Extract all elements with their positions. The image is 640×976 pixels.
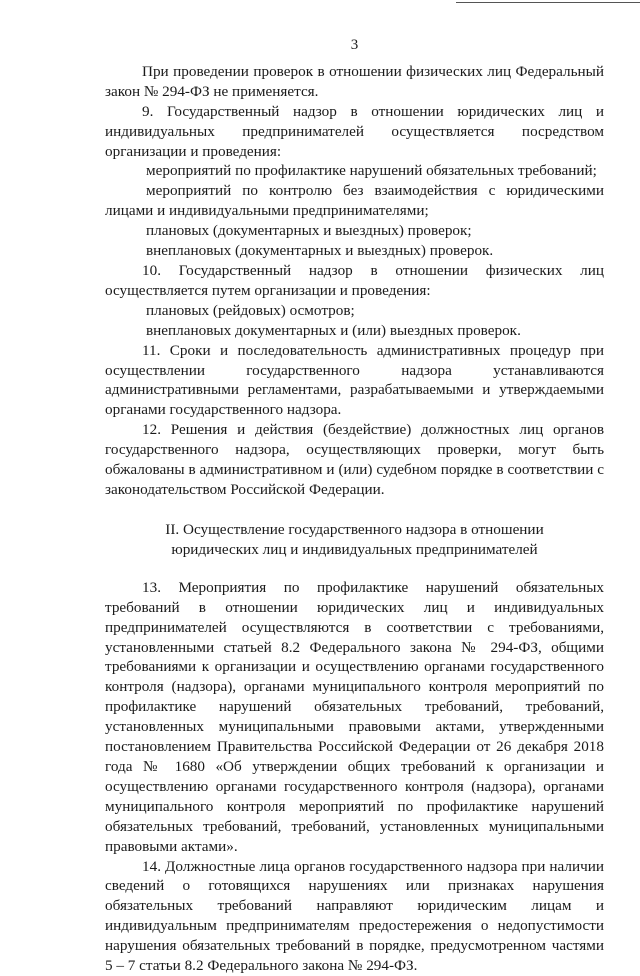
list-9-item-3: плановых (документарных и выездных) проверок; [146, 222, 472, 240]
section-heading [105, 520, 604, 560]
paragraph-intro: При проведении проверок в отношении физических лиц Федеральный закон № 294-ФЗ не применяется. [105, 62, 604, 100]
paragraph-14: 14. Должностные лица органов государственного надзора при наличии сведений о готовящихся нарушениях или признаках нарушения обязательных требований направляют юридическим лицам и индивидуальным предпринимателям предостережения о недопустимости нарушения обязательных требований в порядке, предусмотренном частями 5 – 7 статьи 8.2 Федерального закона № 294-ФЗ. [105, 857, 604, 975]
document-page [105, 36, 604, 976]
list-9-item-2: мероприятий по контролю без взаимодействия с юридическими лицами и индивидуальными предпринимателями; [105, 182, 604, 220]
list-10-item-2: внеплановых документарных и (или) выездных проверок. [146, 321, 521, 339]
page-number: 3 [350, 37, 359, 53]
section-heading-line-2: юридических лиц и индивидуальных предпринимателей [171, 540, 538, 558]
list-10-item-1: плановых (рейдовых) осмотров; [146, 301, 355, 319]
section-heading-line-1: II. Осуществление государственного надзора в отношении [165, 520, 544, 538]
paragraph-11: 11. Сроки и последовательность административных процедур при осуществлении государственного надзора устанавливаются административными регламентами, разрабатываемыми и утверждаемыми органами государственного надзора. [105, 341, 604, 419]
top-edge-rule [456, 2, 640, 3]
paragraph-12: 12. Решения и действия (бездействие) должностных лиц органов государственного надзора, осуществляющих проверки, могут быть обжалованы в административном и (или) судебном порядке в соответствии с законодательством Российской Федерации. [105, 421, 604, 498]
list-9-item-4: внеплановых (документарных и выездных) проверок. [146, 242, 494, 260]
list-9-item-1: мероприятий по профилактике нарушений обязательных требований; [146, 162, 597, 180]
paragraph-10: 10. Государственный надзор в отношении физических лиц осуществляется путем организации и проведения: [105, 261, 604, 299]
paragraph-9: 9. Государственный надзор в отношении юридических лиц и индивидуальных предпринимателей осуществляется посредством организации и проведения: [105, 102, 604, 160]
paragraph-13: 13. Мероприятия по профилактике нарушений обязательных требований в отношении юридических лиц и индивидуальных предпринимателей осуществляются в соответствии с требованиями, установленными статьей 8.2 Федерального закона № 294-ФЗ, общими требованиями к организации и осуществлению органами государственного контроля (надзора), органами муниципального контроля мероприятий по профилактике нарушений обязательных требований, требований, установленных муниципальными правовыми актами, утвержденными постановлением Правительства Российской Федерации от 26 декабря 2018 года № 1680 «Об утверждении общих требований к организации и осуществлению органами государственного контроля (надзора), органами муниципального контроля мероприятий по профилактике нарушений обязательных требований, требований, установленных муниципальными правовыми актами». [105, 578, 604, 855]
